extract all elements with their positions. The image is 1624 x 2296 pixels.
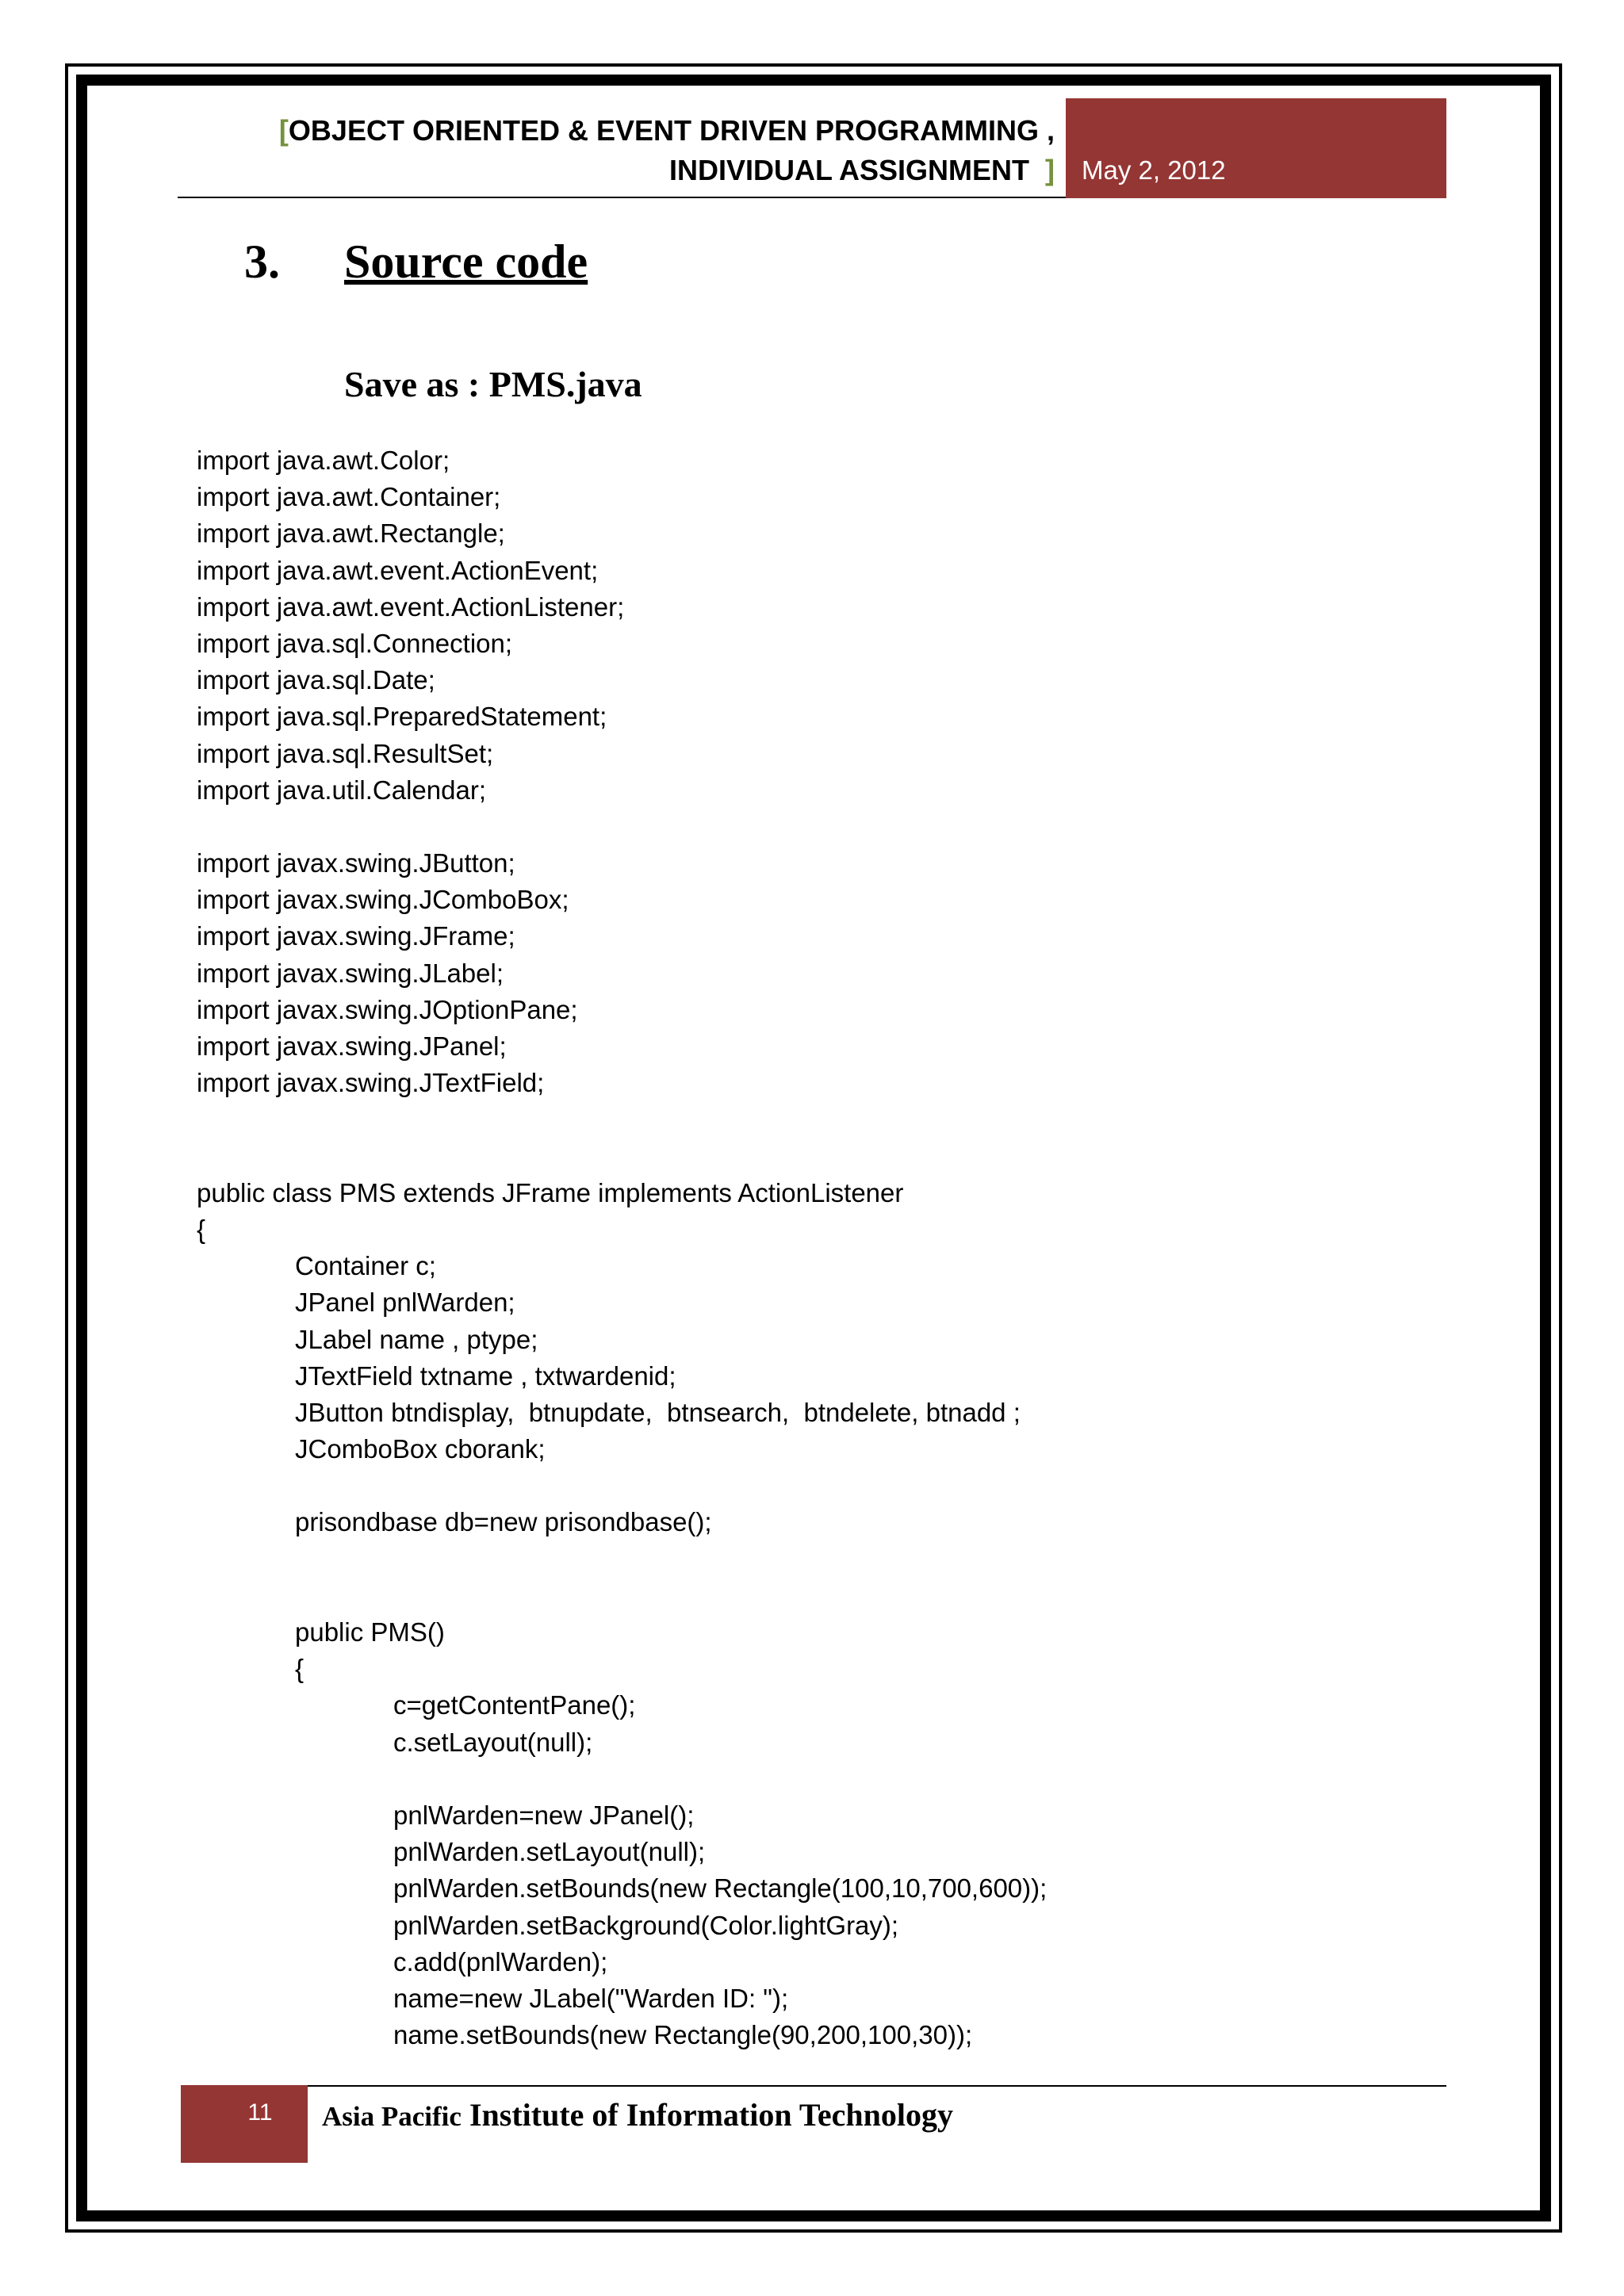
code-line: import java.awt.event.ActionListener; [197,591,625,622]
code-line: Container c; [295,1251,436,1281]
code-line: import java.sql.Connection; [197,628,513,658]
header-title-line2-text: INDIVIDUAL ASSIGNMENT [668,154,1029,186]
code-line: { [197,1214,206,1244]
header-title-line2 [174,151,1055,190]
code-line: pnlWarden.setBounds(new Rectangle(100,10,700,600)); [393,1873,1048,1904]
code-line: import java.awt.event.ActionEvent; [197,555,599,585]
section-number: 3. [244,235,280,288]
code-line: JTextField txtname , txtwardenid; [295,1360,676,1391]
source-code-block [197,442,1434,2053]
footer-rule [308,2085,1446,2087]
code-line: c.add(pnlWarden); [393,1946,608,1976]
code-line: c.setLayout(null); [393,1727,593,1757]
code-line [197,1541,1434,1578]
code-line [197,1468,1434,1504]
code-line: import java.sql.Date; [197,665,435,695]
code-line: public PMS() [295,1617,445,1647]
code-line: public class PMS extends JFrame implements ActionListener [197,1177,904,1207]
code-line: pnlWarden=new JPanel(); [393,1800,695,1830]
code-line [197,1578,1434,1614]
code-line [197,1138,1434,1175]
header-date: May 2, 2012 [1082,155,1226,185]
code-line: JPanel pnlWarden; [295,1288,515,1318]
code-line: import java.sql.ResultSet; [197,738,494,768]
save-as-label: Save as : PMS.java [344,364,642,404]
code-line: pnlWarden.setBackground(Color.lightGray); [393,1910,899,1940]
code-line: import java.awt.Rectangle; [197,519,505,549]
code-line: import java.awt.Color; [197,446,450,475]
code-line [197,809,1434,845]
header-date-box [1066,98,1446,198]
code-line: JButton btndisplay, btnupdate, btnsearch, btndelete, btnadd ; [295,1397,1021,1427]
code-line: JLabel name , ptype; [295,1324,538,1354]
code-line: prisondbase db=new prisondbase(); [295,1507,712,1537]
footer-institution [322,2096,953,2133]
code-line: JComboBox cborank; [295,1434,546,1464]
header-title-line1 [174,111,1055,151]
code-line: import javax.swing.JTextField; [197,1068,545,1098]
header-title [174,111,1055,190]
code-line: import java.awt.Container; [197,482,501,512]
footer-institution-prefix: Asia Pacific [322,2101,462,2132]
footer-page-box [181,2085,308,2163]
header-title-line1-text: OBJECT ORIENTED & EVENT DRIVEN PROGRAMMING , [288,114,1055,147]
code-line: import javax.swing.JLabel; [197,958,504,988]
code-line: pnlWarden.setLayout(null); [393,1837,706,1867]
code-line: import javax.swing.JComboBox; [197,885,569,915]
code-line: name=new JLabel("Warden ID: "); [393,1983,789,2013]
header-rule [178,197,1066,198]
code-line: import javax.swing.JOptionPane; [197,994,578,1024]
code-line [197,1101,1434,1138]
code-line: import javax.swing.JPanel; [197,1031,507,1061]
code-line: c=getContentPane(); [393,1690,636,1720]
code-line: import javax.swing.JFrame; [197,921,515,951]
section-title: Source code [344,235,588,288]
code-line: name.setBounds(new Rectangle(90,200,100,30)); [393,2020,973,2050]
code-line: import java.sql.PreparedStatement; [197,702,607,732]
code-line: { [295,1654,304,1684]
page-number: 11 [247,2099,273,2126]
footer-institution-rest: Institute of Information Technology [461,2097,953,2133]
code-line: import java.util.Calendar; [197,775,486,805]
code-line: import javax.swing.JButton; [197,848,515,878]
code-line [197,1761,1434,1797]
header-bracket-open: [ [278,114,289,147]
header-bracket-close: ] [1045,154,1055,186]
